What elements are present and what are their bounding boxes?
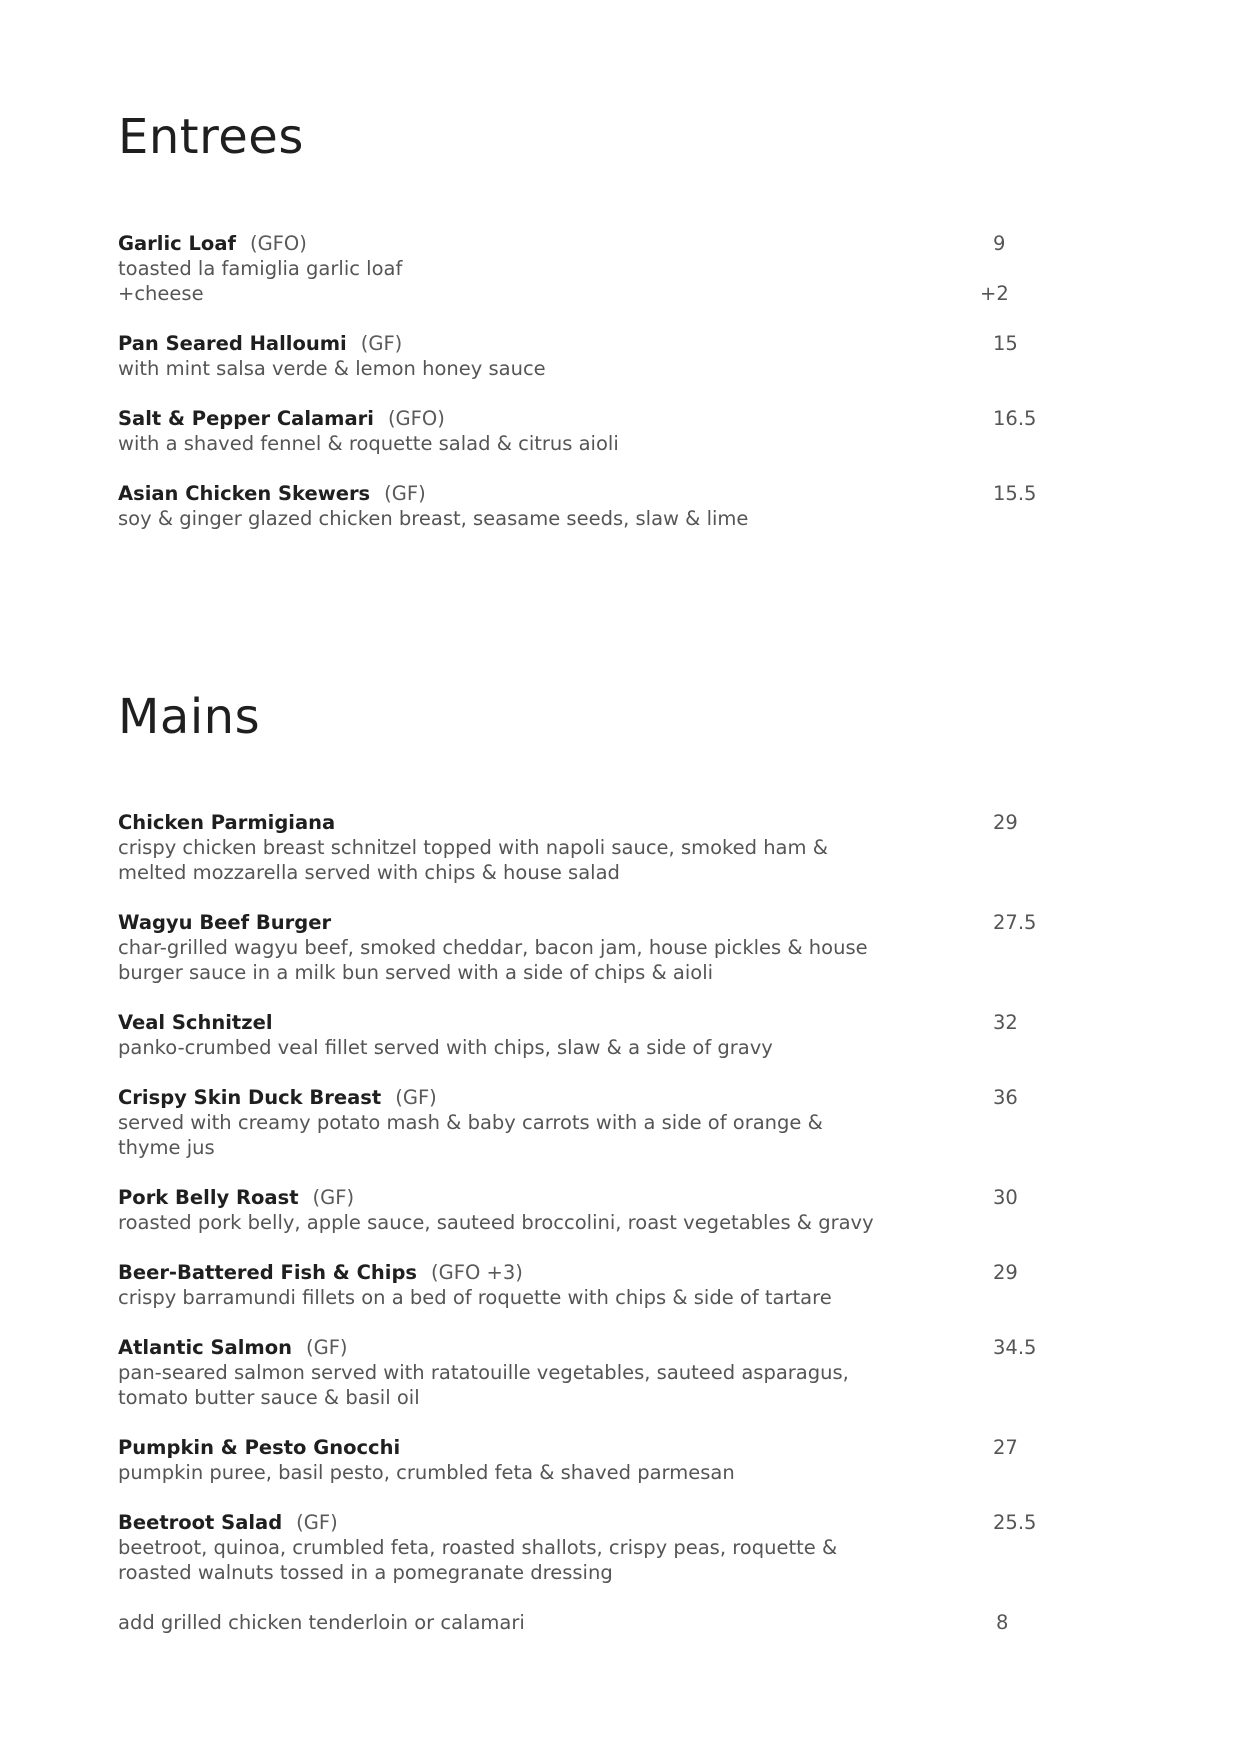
item-dietary-tag: (GF) <box>312 1186 355 1209</box>
item-price: 15.5 <box>993 482 1037 505</box>
item-price: 25.5 <box>993 1511 1037 1534</box>
item-description: soy & ginger glazed chicken breast, seasame seeds, slaw & lime <box>118 507 749 530</box>
entrees-list <box>118 231 1118 556</box>
menu-item <box>118 1435 1118 1485</box>
item-description: melted mozzarella served with chips & house salad <box>118 861 620 884</box>
item-name: Veal Schnitzel <box>118 1011 273 1034</box>
menu-item <box>118 481 1118 531</box>
item-name: Pan Seared Halloumi <box>118 332 347 355</box>
item-dietary-tag: (GFO) <box>249 232 307 255</box>
menu-item <box>118 810 1118 885</box>
menu-item <box>118 1335 1118 1410</box>
item-extra-label: +cheese <box>118 282 204 305</box>
item-price: 27 <box>993 1436 1018 1459</box>
item-description: crispy chicken breast schnitzel topped with napoli sauce, smoked ham & <box>118 836 828 859</box>
item-name: Atlantic Salmon <box>118 1336 292 1359</box>
item-price: 30 <box>993 1186 1018 1209</box>
item-dietary-tag: (GF) <box>296 1511 338 1534</box>
item-dietary-tag: (GF) <box>384 482 426 505</box>
item-description: crispy barramundi fillets on a bed of roquette with chips & side of tartare <box>118 1286 832 1309</box>
item-description: burger sauce in a milk bun served with a side of chips & aioli <box>118 961 714 984</box>
item-name: Pumpkin & Pesto Gnocchi <box>118 1436 401 1459</box>
menu-item <box>118 1185 1118 1235</box>
item-name: Chicken Parmigiana <box>118 811 336 834</box>
item-description: with a shaved fennel & roquette salad & citrus aioli <box>118 432 619 455</box>
entrees-heading: Entrees <box>118 109 304 165</box>
item-dietary-tag: (GFO) <box>387 407 445 430</box>
item-name: Beer-Battered Fish & Chips <box>118 1261 418 1284</box>
item-description: tomato butter sauce & basil oil <box>118 1386 420 1409</box>
item-description: roasted walnuts tossed in a pomegranate dressing <box>118 1561 613 1584</box>
mains-heading: Mains <box>118 689 261 745</box>
item-dietary-tag: (GF) <box>305 1336 348 1359</box>
item-price: 36 <box>993 1086 1018 1109</box>
item-description: roasted pork belly, apple sauce, sauteed broccolini, roast vegetables & gravy <box>118 1211 874 1234</box>
item-description: pan-seared salmon served with ratatouille vegetables, sauteed asparagus, <box>118 1361 849 1384</box>
item-dietary-tag: (GF) <box>360 332 403 355</box>
item-name: Asian Chicken Skewers <box>118 482 371 505</box>
item-price: 16.5 <box>993 407 1037 430</box>
item-description: pumpkin puree, basil pesto, crumbled feta & shaved parmesan <box>118 1461 735 1484</box>
menu-item <box>118 331 1118 381</box>
menu-item <box>118 910 1118 985</box>
mains-list <box>118 810 1118 1660</box>
item-name: Salt & Pepper Calamari <box>118 407 374 430</box>
menu-item <box>118 1010 1118 1060</box>
item-description: beetroot, quinoa, crumbled feta, roasted shallots, crispy peas, roquette & <box>118 1536 838 1559</box>
item-price: 15 <box>993 332 1018 355</box>
item-price: 32 <box>993 1011 1018 1034</box>
addon-label: add grilled chicken tenderloin or calamari <box>118 1611 525 1634</box>
item-name: Garlic Loaf <box>118 232 236 255</box>
addon-price: 8 <box>996 1611 1009 1634</box>
item-description: with mint salsa verde & lemon honey sauce <box>118 357 546 380</box>
item-price: 9 <box>993 232 1006 255</box>
item-description: char-grilled wagyu beef, smoked cheddar, bacon jam, house pickles & house <box>118 936 868 959</box>
item-extra-price: +2 <box>980 282 1009 305</box>
addon-item <box>118 1610 1118 1635</box>
item-price: 27.5 <box>993 911 1037 934</box>
item-price: 34.5 <box>993 1336 1037 1359</box>
menu-item <box>118 406 1118 456</box>
item-name: Pork Belly Roast <box>118 1186 299 1209</box>
menu-item <box>118 1085 1118 1160</box>
item-name: Crispy Skin Duck Breast <box>118 1086 382 1109</box>
item-price: 29 <box>993 1261 1018 1284</box>
item-description: served with creamy potato mash & baby carrots with a side of orange & <box>118 1111 823 1134</box>
item-description: thyme jus <box>118 1136 215 1159</box>
menu-item <box>118 1260 1118 1310</box>
item-price: 29 <box>993 811 1018 834</box>
item-name: Beetroot Salad <box>118 1511 283 1534</box>
item-description: panko-crumbed veal fillet served with chips, slaw & a side of gravy <box>118 1036 773 1059</box>
item-dietary-tag: (GFO +3) <box>431 1261 523 1284</box>
item-dietary-tag: (GF) <box>395 1086 437 1109</box>
menu-item <box>118 231 1118 306</box>
item-description: toasted la famiglia garlic loaf <box>118 257 403 280</box>
item-name: Wagyu Beef Burger <box>118 911 332 934</box>
menu-item <box>118 1510 1118 1585</box>
